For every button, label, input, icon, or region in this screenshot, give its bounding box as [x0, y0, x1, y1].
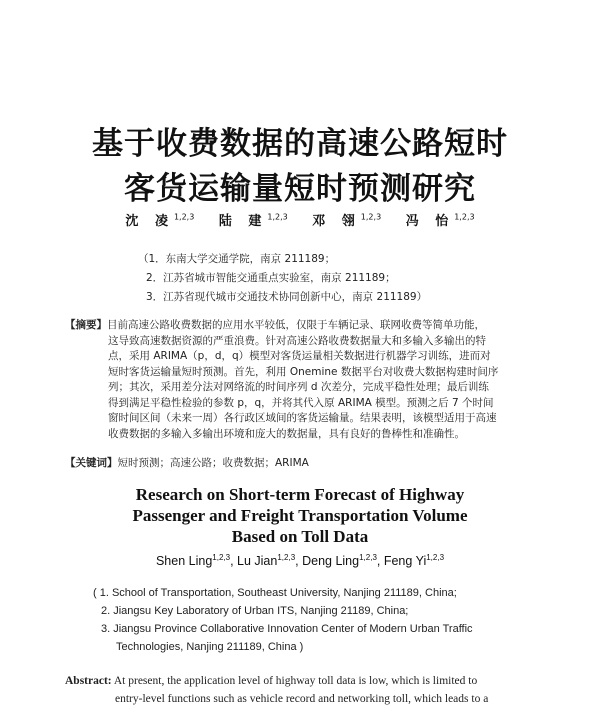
english-title-line: Research on Short-term Forecast of Highway: [135, 485, 465, 504]
chinese-keywords: [65, 455, 550, 470]
abstract-line: 这导致高速数据资源的严重浪费。针对高速公路收费数据量大和多输入多输出的特: [108, 334, 486, 347]
chinese-title-line-1: 基于收费数据的高速公路短时: [92, 126, 508, 162]
affiliation-2: 2．江苏省城市智能交通重点实验室，南京 211189；: [146, 272, 396, 284]
abstract-line: 列；其次，采用差分法对网络流的时间序列 d 次差分，完成平稳性处理；最后训练: [108, 381, 489, 393]
english-title: [0, 484, 600, 547]
abstract-tag: 【摘要】: [65, 319, 107, 331]
english-affiliation-3: 3. Jiangsu Province Collaborative Innovation Center of Modern Urban Traffic: [101, 623, 473, 635]
english-affiliation-1: ( 1. School of Transportation, Southeast University, Nanjing 211189, China;: [93, 587, 457, 599]
abstract-line: 窗时间区间（未来一周）各行政区域间的客货运输量。结果表明，该模型适用于高速: [108, 412, 497, 424]
author-1: Shen Ling$^{1,2,3}$: [155, 553, 231, 569]
abstract-line: 【摘要】目前高速公路收费数据的应用水平较低，仅限于车辆记录、联网收费等简单功能，: [65, 319, 485, 331]
author-4: 冯 怡$^{1,2,3}$: [405, 212, 475, 229]
abstract-tag: Abstract:: [65, 675, 112, 687]
keywords-text: 短时预测；高速公路；收费数据；ARIMA: [117, 457, 309, 469]
affiliation-1: （1．东南大学交通学院，南京 211189；: [138, 253, 336, 265]
author-3: 邓 翎$^{1,2,3}$: [312, 212, 382, 229]
keywords-tag: 【关键词】: [65, 457, 118, 469]
chinese-abstract: [65, 318, 550, 442]
chinese-authors: [0, 210, 600, 229]
abstract-line: Abstract: At present, the application level of highway toll data is low, which is limited to: [65, 675, 478, 687]
author-3: Deng Ling$^{1,2,3}$: [302, 553, 377, 569]
author-1: 沈 凌$^{1,2,3}$: [125, 212, 195, 229]
abstract-line: 收费数据的多输入多输出环境和庞大的数据量，具有良好的鲁棒性和准确性。: [108, 427, 465, 440]
author-2: 陆 建$^{1,2,3}$: [218, 212, 288, 229]
author-4: Feng Yi$^{1,2,3}$: [383, 553, 445, 569]
abstract-line: 得到满足平稳性检验的参数 p，q，并将其代入原 ARIMA 模型。预测之后 7 个时间: [108, 396, 494, 409]
english-affiliation-3-cont: Technologies, Nanjing 211189, China ): [116, 641, 304, 653]
chinese-title-line-2: 客货运输量短时预测研究: [124, 171, 476, 207]
english-authors: Shen Ling$^{1,2,3}$, Lu Jian$^{1,2,3}$, Deng Ling$^{1,2,3}$, Feng Yi$^{1,2,3}$: [155, 553, 445, 569]
abstract-line: entry-level functions such as vehicle record and networking toll, which leads to a: [115, 693, 489, 705]
english-abstract: [65, 672, 555, 708]
english-affiliation-2: 2. Jiangsu Key Laboratory of Urban ITS, Nanjing 21189, China;: [101, 605, 409, 617]
abstract-line: 点，采用 ARIMA（p，d，q）模型对客货运量相关数据进行机器学习训练，进而对: [108, 350, 491, 362]
author-2: Lu Jian$^{1,2,3}$: [237, 553, 296, 569]
abstract-line: 短时客货运输量短时预测。首先，利用 Onemine 数据平台对收费大数据构建时间序: [108, 365, 499, 378]
english-title-line: Based on Toll Data: [231, 527, 369, 546]
english-title-line: Passenger and Freight Transportation Volume: [132, 506, 468, 525]
affiliation-3: 3．江苏省现代城市交通技术协同创新中心，南京 211189）: [146, 291, 428, 303]
